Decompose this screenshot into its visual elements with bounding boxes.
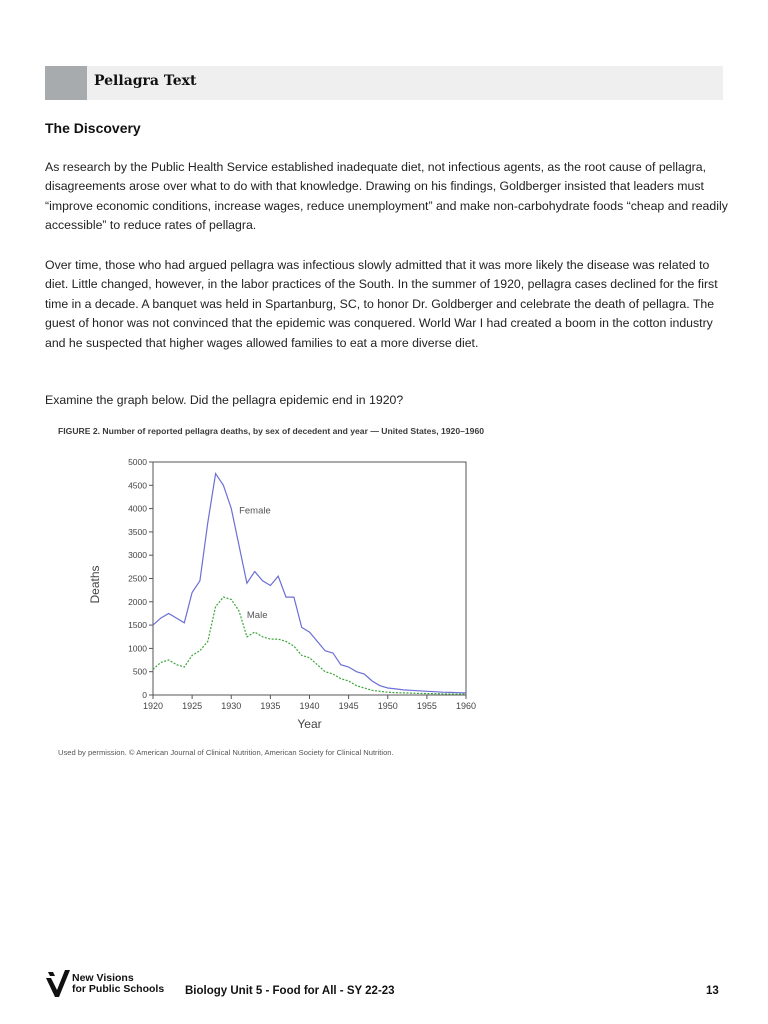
x-tick-label: 1955 — [416, 701, 437, 711]
x-axis-label: Year — [297, 717, 322, 731]
x-tick-label: 1930 — [221, 701, 242, 711]
y-tick-label: 1000 — [128, 643, 147, 654]
y-tick-label: 5000 — [128, 457, 147, 467]
x-tick-label: 1925 — [182, 701, 203, 711]
y-tick-label: 3000 — [128, 550, 147, 561]
paragraph-3: Examine the graph below. Did the pellagra epidemic end in 1920? — [45, 393, 404, 407]
section-title: The Discovery — [45, 120, 141, 136]
y-tick-label: 4000 — [128, 503, 147, 514]
series-line-male — [153, 597, 466, 694]
y-tick-label: 0 — [142, 690, 147, 700]
x-tick-label: 1940 — [299, 701, 320, 711]
y-tick-label: 500 — [132, 666, 147, 677]
y-tick-label: 3500 — [128, 526, 147, 537]
x-tick-label: 1950 — [377, 701, 398, 711]
y-tick-label: 2500 — [128, 573, 147, 584]
series-annotation-male: Male — [246, 610, 268, 622]
figure-credit: Used by permission. © American Journal of Clinical Nutrition, American Society for Clinical Nutrition. — [58, 748, 394, 757]
series-annotation-female: Female — [239, 505, 271, 517]
series-line-female — [153, 474, 466, 693]
y-tick-label: 2000 — [128, 596, 147, 607]
x-tick-label: 1945 — [338, 701, 359, 711]
figure-caption: FIGURE 2. Number of reported pellagra deaths, by sex of decedent and year — United States, 1920–1960 — [58, 426, 485, 436]
y-tick-label: 4500 — [128, 480, 147, 491]
logo-line-2: for Public Schools — [72, 983, 165, 995]
page-title: Pellagra Text — [94, 73, 197, 89]
x-tick-label: 1960 — [455, 701, 477, 711]
page-number: 13 — [706, 985, 719, 997]
paragraph-1: As research by the Public Health Service established inadequate diet, not infectious agents, as the root cause of pellagra, disagreements arose over what to do with that knowledge. Drawing on his findings, Goldberger insisted that leaders must “improve economic conditions, increase wages, reduce unemployment” and make non-carbohydrate foods “cheap and readily accessible” to reduce rates of pellagra. — [45, 160, 728, 233]
y-tick-label: 1500 — [128, 620, 147, 631]
x-tick-label: 1920 — [142, 701, 164, 711]
paragraph-2: Over time, those who had argued pellagra was infectious slowly admitted that it was more likely the disease was related to diet. Little changed, however, in the labor practices of the South. In the summer of 1920, pellagra cases declined for the first time in a decade. A banquet was held in Spartanburg, SC, to honor Dr. Goldberger and celebrate the death of pellagra. The guest of honor was not convinced that the epidemic was conquered. World War I had created a boom in the cotton industry and he suspected that higher wages allowed families to eat a more diverse diet. — [45, 258, 718, 350]
logo-line-1: New Visions — [72, 972, 134, 984]
logo-text — [72, 973, 164, 995]
x-tick-label: 1935 — [260, 701, 281, 711]
y-axis-label: Deaths — [88, 565, 102, 604]
footer-course-label: Biology Unit 5 - Food for All - SY 22-23 — [185, 985, 395, 997]
new-visions-logo-icon — [46, 968, 70, 998]
